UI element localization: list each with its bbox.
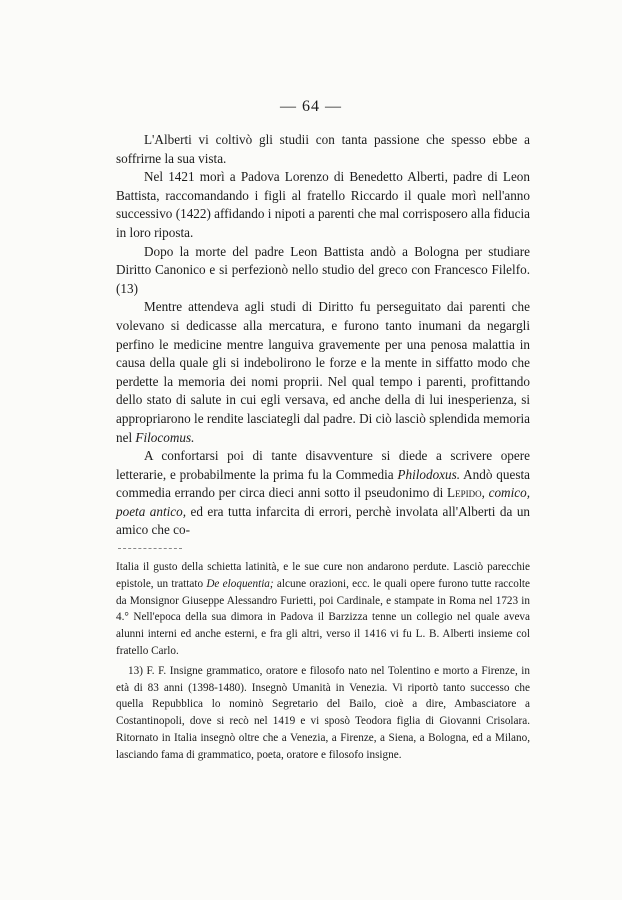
- paragraph-5-text-d: ed era tutta infarcita di errori, perchè involata all'Alberti da un amico che co-: [116, 503, 531, 538]
- main-text: [116, 131, 530, 540]
- paragraph-5-text-b: Andò questa commedia errando per circa dieci anni sotto il pseudonimo di: [116, 466, 530, 501]
- paragraph-4-text: Mentre attendeva agli studi di Diritto fu perseguitato dai parenti che volevano si dedicasse alla mercatura, e furono tanto inumani da negargli perfino le medicine mentre languiva gravemente per una penosa malattia in causa della quale gli si indebolirono le forze e la mente in siffatto modo che perdette la memoria dei nomi proprii. Nel qual tempo i parenti, profittando dello stato di salute in cui egli versava, ed anche della di lui inesperienza, si appropriarono le rendite lasciategli dal padre. Di ciò lasciò splendida memoria nel: [116, 299, 530, 445]
- paragraph-1: L'Alberti vi coltivò gli studii con tanta passione che spesso ebbe a soffrirne la sua vista.: [116, 132, 530, 166]
- work-title-de-eloquentia: De eloquentia;: [206, 577, 274, 590]
- paragraph-3: Dopo la morte del padre Leon Battista andò a Bologna per studiare Diritto Canonico e si perfezionò nello studio del greco con Francesco Filelfo. (13): [116, 243, 530, 296]
- footnotes: [116, 559, 530, 764]
- footnote-13: 13) F. F. Insigne grammatico, oratore e filosofo nato nel Tolentino e morto a Firenze, in età di 83 anni (1398-1480). Insegnò Umanità in Venezia. Vi riportò tanto successo che quella Repubblica lo nominò Segretario del Bailo, cioè a dire, Ambasciatore a Costantinopoli, dove si recò nel 1419 e vi sposò Teodora figlia di Giovanni Crisolara. Ritornato in Italia insegnò oltre che a Venezia, a Firenze, a Siena, a Bologna, ed a Milano, lasciando fama di grammatico, poeta, oratore e filosofo insigne.: [116, 664, 530, 761]
- footnote-divider: [118, 548, 182, 549]
- paragraph-5: [116, 447, 530, 540]
- pseudonym-epithet: comico, poeta antico,: [116, 485, 530, 519]
- footnote-continued-text-b: alcune orazioni, ecc. le quali opere furono tutte raccolte da Monsignor Giuseppe Alessandro Furietti, poi Cardinale, e stampate in Roma nel 1723 in 4.° Nell'epoca della sua dimora in Padova il Barzizza tenne un collegio nel quale aveva alunni interni ed anche esterni, e fra gli altri, verso il 1416 vi fu L. B. Alberti insieme col fratello Carlo.: [116, 577, 531, 657]
- work-title-filocomus: Filocomus.: [135, 429, 195, 445]
- footnote-continued: [116, 559, 530, 660]
- paragraph-5-text-c: ,: [481, 485, 489, 501]
- paragraph-2: Nel 1421 morì a Padova Lorenzo di Benedetto Alberti, padre di Leon Battista, raccomandando i figli al fratello Riccardo il quale morì nell'anno successivo (1422) affidando i nipoti a parenti che mal corrisposero alla fiducia in loro riposta.: [116, 169, 530, 240]
- work-title-philodoxus: Philodoxus.: [397, 466, 461, 482]
- page-number: — 64 —: [280, 98, 342, 115]
- footnote-continued-text-a: Italia il gusto della schietta latinità, e le sue cure non andarono perdute. Lasciò parecchie epistole, un trattato: [116, 561, 530, 590]
- paragraph-4: [116, 298, 530, 447]
- pseudonym-lepido: Lepido: [447, 485, 482, 501]
- paragraph-5-text-a: A confortarsi poi di tante disavventure si diede a scrivere opere letterarie, e probabilmente la prima fu la Commedia: [116, 448, 530, 482]
